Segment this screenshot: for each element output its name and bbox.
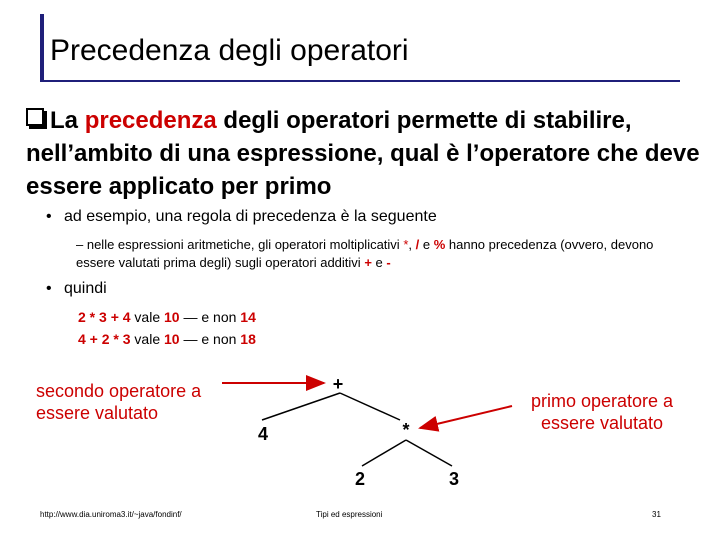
example-text: vale bbox=[130, 331, 165, 347]
sub-text: hanno precedenza (ovvero, devono essere valutati prima degli) sugli operatori additivi bbox=[76, 237, 654, 270]
bullet-quindi-text: quindi bbox=[64, 280, 107, 297]
main-bullet-highlight: precedenza bbox=[84, 107, 217, 134]
sub-text: e bbox=[371, 255, 387, 270]
tree-edge bbox=[340, 393, 400, 420]
operator-div: / bbox=[415, 237, 420, 252]
example-text: — e non bbox=[179, 331, 241, 347]
main-bullet-post: degli operatori permette di stabilire, nell’ambito di una espressione, qual è l’operatore che deve essere applicato per primo bbox=[26, 107, 700, 200]
bullet-example-text: ad esempio, una regola di precedenza è la seguente bbox=[64, 208, 437, 225]
example-wrong-value: 14 bbox=[240, 309, 256, 325]
operator-mult: * bbox=[403, 237, 409, 252]
slide-title: Precedenza degli operatori bbox=[50, 34, 409, 67]
operator-minus: - bbox=[386, 255, 391, 270]
sub-text: e bbox=[419, 237, 434, 252]
example-wrong-value: 18 bbox=[240, 331, 256, 347]
main-bullet-pre: La bbox=[50, 107, 85, 134]
sub-text: , bbox=[408, 237, 416, 252]
page-number: 31 bbox=[652, 510, 661, 519]
tree-edge bbox=[406, 440, 452, 466]
operator-mod: % bbox=[433, 237, 446, 252]
example-value: 10 bbox=[164, 331, 180, 347]
tree-node-left: 4 bbox=[257, 424, 269, 444]
example-expression: 4 + 2 * 3 bbox=[78, 331, 131, 347]
footer-title: Tipi ed espressioni bbox=[316, 510, 383, 519]
example-text: vale bbox=[130, 309, 165, 325]
bullet-dot-icon: • bbox=[46, 280, 52, 297]
example-value: 10 bbox=[164, 309, 180, 325]
arrow-first bbox=[420, 406, 512, 428]
tree-node-right: * bbox=[402, 420, 410, 440]
example-expression: 2 * 3 + 4 bbox=[78, 309, 131, 325]
footer-url: http://www.dia.uniroma3.it/~java/fondinf/ bbox=[40, 510, 182, 519]
label-second-operator: secondo operatore a essere valutato bbox=[36, 381, 202, 423]
tree-edge bbox=[262, 393, 340, 420]
tree-edge bbox=[362, 440, 406, 466]
operator-plus: + bbox=[364, 255, 372, 270]
tree-node-right-left: 2 bbox=[354, 469, 366, 489]
sub-text: – nelle espressioni aritmetiche, gli operatori moltiplicativi bbox=[76, 237, 404, 252]
tree-node-right-right: 3 bbox=[448, 469, 460, 489]
example-text: — e non bbox=[179, 309, 241, 325]
label-first-operator: primo operatore a essere valutato bbox=[530, 391, 674, 433]
bullet-dot-icon: • bbox=[46, 208, 52, 225]
tree-node-root: + bbox=[332, 374, 344, 394]
